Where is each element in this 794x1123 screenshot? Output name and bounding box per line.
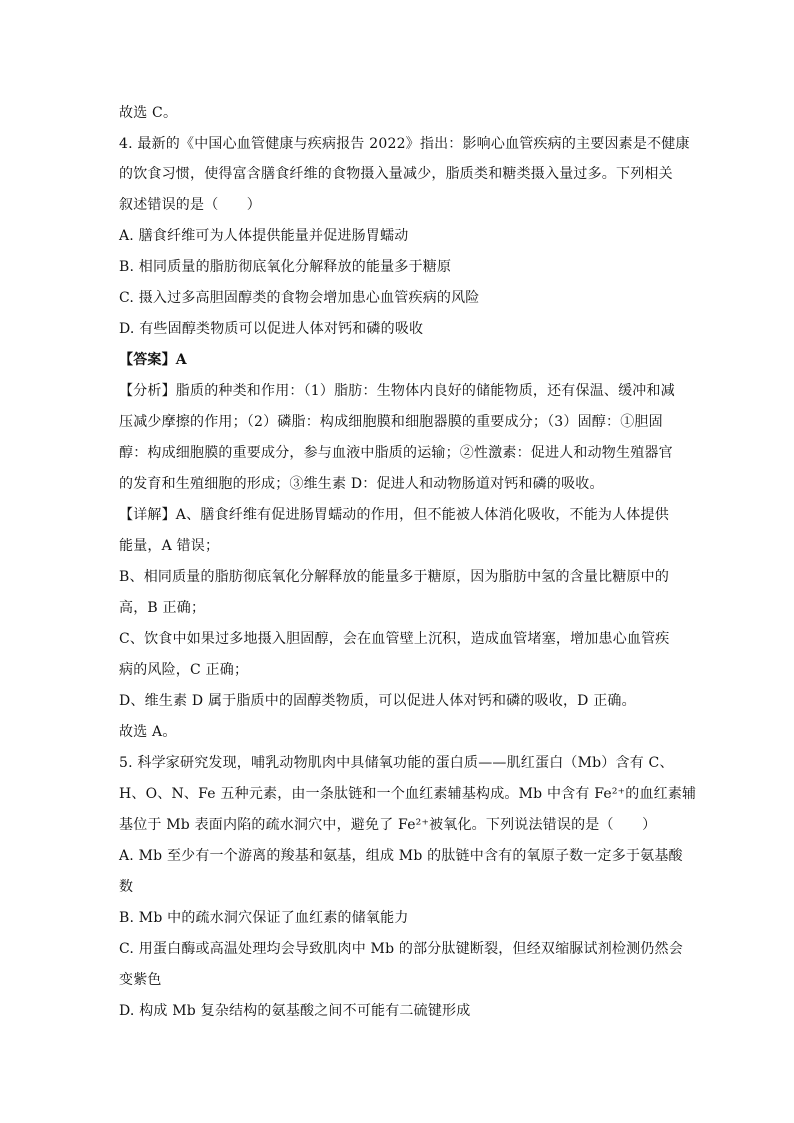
text-line: 变紫色	[119, 972, 162, 988]
option-a: A. 膳食纤维可为人体提供能量并促进肠胃蠕动	[119, 228, 409, 244]
text-line: 高，B 正确；	[119, 600, 206, 616]
option-c: C. 用蛋白酶或高温处理均会导致肌肉中 Mb 的部分肽键断裂，但经双缩脲试剂检测仍然会	[119, 941, 683, 957]
question-4-stem: 4. 最新的《中国心血管健康与疾病报告 2022》指出：影响心血管疾病的主要因素是不健康	[119, 136, 690, 152]
text-line: H、O、N、Fe 五种元素，由一条肽链和一个血红素辅基构成。Mb 中含有 Fe²⁺的血红素辅	[119, 786, 697, 802]
text-line: 压减少摩擦的作用；（2）磷脂：构成细胞膜和细胞器膜的重要成分；（3）固醇：①胆固	[119, 414, 663, 430]
text-line: 醇：构成细胞膜的重要成分，参与血液中脂质的运输；②性激素：促进人和动物生殖器官	[119, 445, 673, 461]
option-d: D. 构成 Mb 复杂结构的氨基酸之间不可能有二硫键形成	[119, 1003, 471, 1019]
text-line: 病的风险，C 正确；	[119, 662, 249, 678]
text-line: 数	[119, 879, 134, 895]
answer-heading: 【答案】A	[119, 352, 187, 368]
option-b: B. Mb 中的疏水洞穴保证了血红素的储氧能力	[119, 910, 409, 926]
text-line: C、饮食中如果过多地摄入胆固醇，会在血管壁上沉积，造成血管堵塞，增加患心血管疾	[119, 631, 670, 647]
text-line: 故选 C。	[119, 105, 178, 121]
option-b: B. 相同质量的脂肪彻底氧化分解释放的能量多于糖原	[119, 259, 452, 275]
question-5-stem: 5. 科学家研究发现，哺乳动物肌肉中具储氧功能的蛋白质——肌红蛋白（Mb）含有 C、	[119, 755, 674, 771]
text-line: D、维生素 D 属于脂质中的固醇类物质，可以促进人体对钙和磷的吸收，D 正确。	[119, 693, 636, 709]
option-d: D. 有些固醇类物质可以促进人体对钙和磷的吸收	[119, 321, 424, 337]
text-line: 的饮食习惯，使得富含膳食纤维的食物摄入量减少，脂质类和糖类摄入量过多。下列相关	[119, 166, 673, 182]
option-a: A. Mb 至少有一个游离的羧基和氨基，组成 Mb 的肽链中含有的氧原子数一定多于氨基酸	[119, 848, 683, 864]
text-line: B、相同质量的脂肪彻底氧化分解释放的能量多于糖原，因为脂肪中氢的含量比糖原中的	[119, 569, 670, 585]
option-c: C. 摄入过多高胆固醇类的食物会增加患心血管疾病的风险	[119, 290, 480, 306]
text-line: 叙述错误的是（ ）	[119, 197, 261, 213]
text-line: 的发育和生殖细胞的形成；③维生素 D：促进人和动物肠道对钙和磷的吸收。	[119, 476, 604, 492]
text-line: 能量，A 错误；	[119, 538, 220, 554]
detail-text: 【详解】A、膳食纤维有促进肠胃蠕动的作用，但不能被人体消化吸收，不能为人体提供	[119, 507, 669, 523]
text-line: 基位于 Mb 表面内陷的疏水洞穴中，避免了 Fe²⁺被氧化。下列说法错误的是（ ）	[119, 817, 657, 833]
analysis-text: 【分析】脂质的种类和作用：（1）脂肪：生物体内良好的储能物质，还有保温、缓冲和减	[119, 383, 675, 399]
text-line: 故选 A。	[119, 724, 177, 740]
